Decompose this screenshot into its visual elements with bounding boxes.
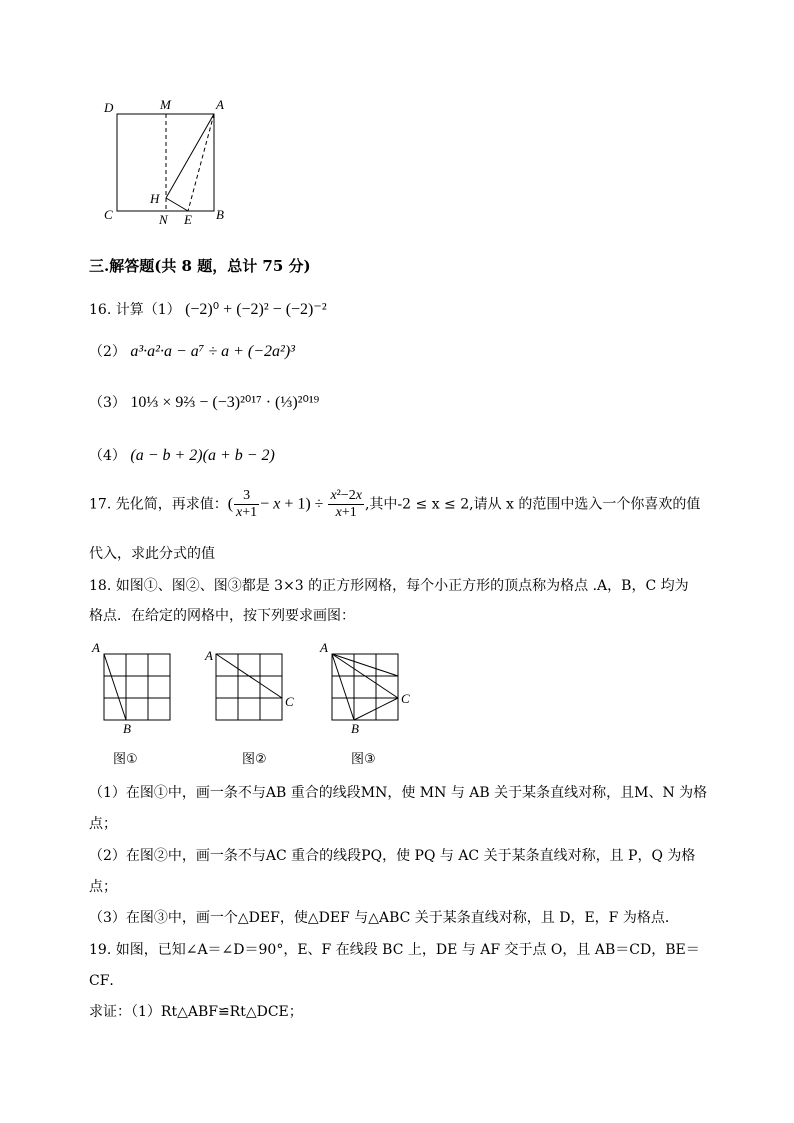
q18-line2: 格点．在给定的网格中，按下列要求画图：	[89, 608, 355, 624]
q18-sub1-line2: 点；	[89, 816, 117, 832]
caption-fig-2: 图②	[242, 752, 267, 767]
dashed-line-ae	[188, 114, 214, 211]
q17-line1: 17. 先化简，再求值：( $\frac{3}{x+1}$ − x + 1) ÷ $\frac{\text{x²−2x}}{x+1}$ ,其中-2 ≤ x ≤ 2,请从 x 的范围中选入一个你喜欢的值	[89, 488, 701, 520]
q18-sub2-line1: （2）在图②中，画一条不与AC 重合的线段PQ，使 PQ 与 AC 关于某条直线对称，且 P，Q 为格	[89, 848, 696, 864]
q17-tail: ,其中-2 ≤ x ≤ 2,请从 x 的范围中选入一个你喜欢的值	[364, 496, 701, 513]
line-ah	[166, 114, 214, 198]
fraction-x2-minus-2x-over-x-plus-1: $\frac{\text{x²−2x}}{x+1}$	[330, 488, 362, 520]
q16-part3-label: （3）	[89, 395, 126, 411]
q16-part4-label: （4）	[89, 448, 126, 464]
grid2-label-c: C	[285, 694, 294, 709]
q16-part1-expr: (−2)⁰ + (−2)² − (−2)⁻²	[185, 301, 327, 318]
grid3-label-b: B	[351, 721, 359, 736]
grid3-label-a: A	[320, 640, 328, 655]
label-e: E	[184, 212, 192, 227]
q19-line3: 求证：（1）Rt△ABF≌Rt△DCE；	[89, 1004, 303, 1020]
line-he	[166, 198, 188, 211]
q18-line1: 18. 如图①、图②、图③都是 3×3 的正方形网格，每个小正方形的顶点称为格点 .A，B，C 均为	[89, 578, 689, 594]
segment-ab	[104, 654, 126, 720]
q17-line2: 代入，求此分式的值	[89, 546, 215, 562]
label-d: D	[104, 100, 114, 115]
q18-sub3: （3）在图③中，画一个△DEF，使△DEF 与△ABC 关于某条直线对称，且 D，E，F 为格点．	[89, 910, 679, 926]
grid-figure-3	[318, 640, 418, 738]
q18-sub1-line1: （1）在图①中，画一条不与AB 重合的线段MN，使 MN 与 AB 关于某条直线对称，且M、N 为格	[89, 785, 708, 801]
q17-prefix: 17. 先化简，再求值：	[89, 496, 228, 513]
grid1-label-a: A	[92, 640, 100, 655]
grid-figure-1	[90, 640, 185, 738]
q16-part2-label: （2）	[89, 344, 126, 360]
q16-line3	[89, 392, 319, 412]
q16-line2	[89, 341, 295, 361]
grid2-label-a: A	[205, 648, 213, 663]
fraction-3-over-x-plus-1: $\frac{3}{x+1}$	[236, 488, 258, 520]
q16-intro: 16. 计算（1）	[89, 302, 181, 318]
q16-line1	[89, 299, 327, 319]
q16-part4-expr: (a − b + 2)(a + b − 2)	[130, 447, 275, 464]
label-a: A	[216, 97, 224, 112]
label-h: H	[150, 191, 160, 206]
q18-sub2-line2: 点；	[89, 879, 117, 895]
q16-part2-expr: a³·a²·a − a⁷ ÷ a + (−2a²)³	[130, 343, 295, 360]
caption-fig-1: 图①	[113, 752, 138, 767]
label-c: C	[104, 207, 113, 222]
q19-line1: 19. 如图，已知∠A＝∠D＝90°，E、F 在线段 BC 上，DE 与 AF 交于点 O，且 AB＝CD，BE＝	[89, 942, 700, 958]
label-n: N	[159, 212, 168, 227]
q19-line2: CF．	[89, 973, 124, 989]
label-b: B	[216, 207, 224, 222]
section-title: 三.解答题(共 8 题，总计 75 分)	[89, 257, 311, 275]
grid1-label-b: B	[123, 721, 131, 736]
q16-part3-expr: 10⅓ × 9⅔ − (−3)²⁰¹⁷ · (⅓)²⁰¹⁹	[130, 394, 320, 411]
square-figure	[100, 95, 240, 230]
caption-fig-3: 图③	[351, 752, 376, 767]
grid-figure-2	[202, 640, 302, 738]
triangle-side-ab	[332, 654, 354, 720]
grid3-label-c: C	[401, 691, 410, 706]
q16-line4	[89, 445, 275, 465]
label-m: M	[160, 97, 171, 112]
